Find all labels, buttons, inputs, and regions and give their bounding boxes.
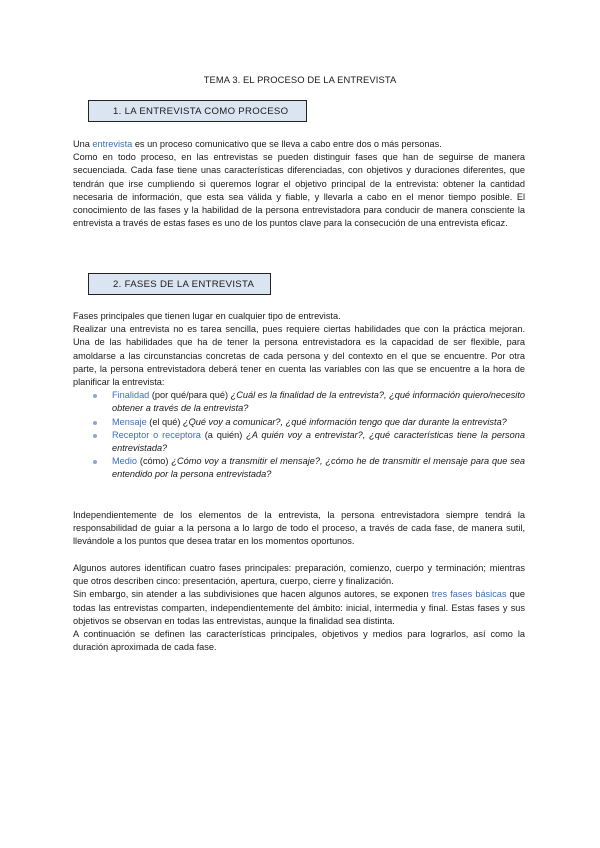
term-receptor: Receptor o receptora	[112, 429, 201, 440]
section-2-body-cont	[73, 509, 525, 549]
text-run: (el qué)	[146, 416, 183, 427]
text-run: (cómo)	[137, 456, 172, 467]
paragraph: Algunos autores identifican cuatro fases principales: preparación, comienzo, cuerpo y terminación; mientras que otros describen cinco: presentación, apertura, cuerpo, cierre y finalización.	[73, 563, 525, 587]
text-run: ¿Qué voy a comunicar?, ¿qué información tengo que dar durante la entrevista?	[183, 416, 507, 427]
section-1-body	[73, 138, 525, 230]
page-title: TEMA 3. EL PROCESO DE LA ENTREVISTA	[203, 74, 397, 85]
paragraph: Fases principales que tienen lugar en cualquier tipo de entrevista.	[73, 311, 341, 321]
paragraph: A continuación se definen las características principales, objetivos y medios para lograrlos, así como la duración aproximada de cada fase.	[73, 629, 525, 653]
bullet-icon	[93, 394, 97, 398]
text-run: (por qué/para qué)	[149, 390, 231, 401]
text-run: Sin embargo, sin atender a las subdivisiones que hacen algunos autores, se exponen	[73, 589, 432, 600]
paragraph	[73, 138, 525, 151]
section-2-body-cont-2	[73, 562, 525, 654]
text-run: (a quién)	[200, 429, 247, 440]
list-item	[73, 455, 525, 481]
list-item	[73, 429, 525, 455]
paragraph: Realizar una entrevista no es tarea sencilla, pues requiere ciertas habilidades que con la práctica mejoran. Una de las habilidades que ha de tener la persona entrevistadora es la capacidad de ser flexible, para amoldarse a las circunstancias concretas de cada persona y del contexto en el que se encuentre. Por otra parte, la persona entrevistadora deberá tener en cuenta las variables con las que se encuentre a la hora de planificar la entrevista:	[73, 324, 525, 388]
section-2-body	[73, 310, 525, 482]
text-run: ¿Cómo voy a transmitir el mensaje?, ¿cómo he de transmitir el mensaje para que sea entendido por la persona entrevistada?	[112, 456, 525, 480]
paragraph	[73, 588, 525, 628]
list-item	[73, 416, 525, 429]
text-run: ¿A quién voy a entrevistar?, ¿qué características tiene la persona entrevistada?	[112, 429, 525, 454]
term-mensaje: Mensaje	[112, 416, 147, 427]
section-heading-1: 1. LA ENTREVISTA COMO PROCESO	[88, 100, 307, 122]
tres-fases-link[interactable]: tres fases básicas	[431, 589, 507, 600]
text-run: ¿Cuál es la finalidad de la entrevista?, ¿qué información quiero/necesito obtener a través de la entrevista?	[112, 390, 525, 414]
bullet-icon	[93, 434, 97, 438]
text-run: que todas las entrevistas comparten, independientemente del ámbito: inicial, intermedia y final. Estas fases y sus objetivos se observan en todas las entrevistas, aunque la finalidad sea distinta.	[73, 589, 525, 626]
bullet-icon	[93, 460, 97, 464]
text-run: es un proceso comunicativo que se lleva a cabo entre dos o más personas.	[132, 139, 442, 149]
text-run: Una	[73, 139, 93, 149]
paragraph: Independientemente de los elementos de la entrevista, la persona entrevistadora siempre tendrá la responsabilidad de guiar a la persona a lo largo de todo el proceso, a través de cada fase, de manera sutil, llevándole a los puntos que desea tratar en los momentos oportunos.	[73, 510, 525, 547]
entrevista-link[interactable]: entrevista	[92, 139, 133, 149]
list-item	[73, 389, 525, 415]
paragraph: Como en todo proceso, en las entrevistas se pueden distinguir fases que han de seguirse de manera secuenciada. Cada fase tiene unas características diferenciadas, con objetivos y duraciones diferentes, que tendrán que irse cumpliendo si queremos lograr el objetivo principal de la entrevista: obtener la cantidad necesaria de información, que esta sea válida y fiable, y llevarla a cabo en el menor tiempo posible. El conocimiento de las fases y la habilidad de la persona entrevistadora para conducir de manera consciente la entrevista a través de estas fases es uno de los puntos clave para la consecución de una entrevista eficaz.	[73, 152, 525, 229]
variables-list	[73, 389, 525, 481]
bullet-icon	[93, 421, 97, 425]
term-medio: Medio	[112, 456, 138, 467]
section-heading-2: 2. FASES DE LA ENTREVISTA	[88, 273, 271, 295]
term-finalidad: Finalidad	[112, 390, 150, 401]
